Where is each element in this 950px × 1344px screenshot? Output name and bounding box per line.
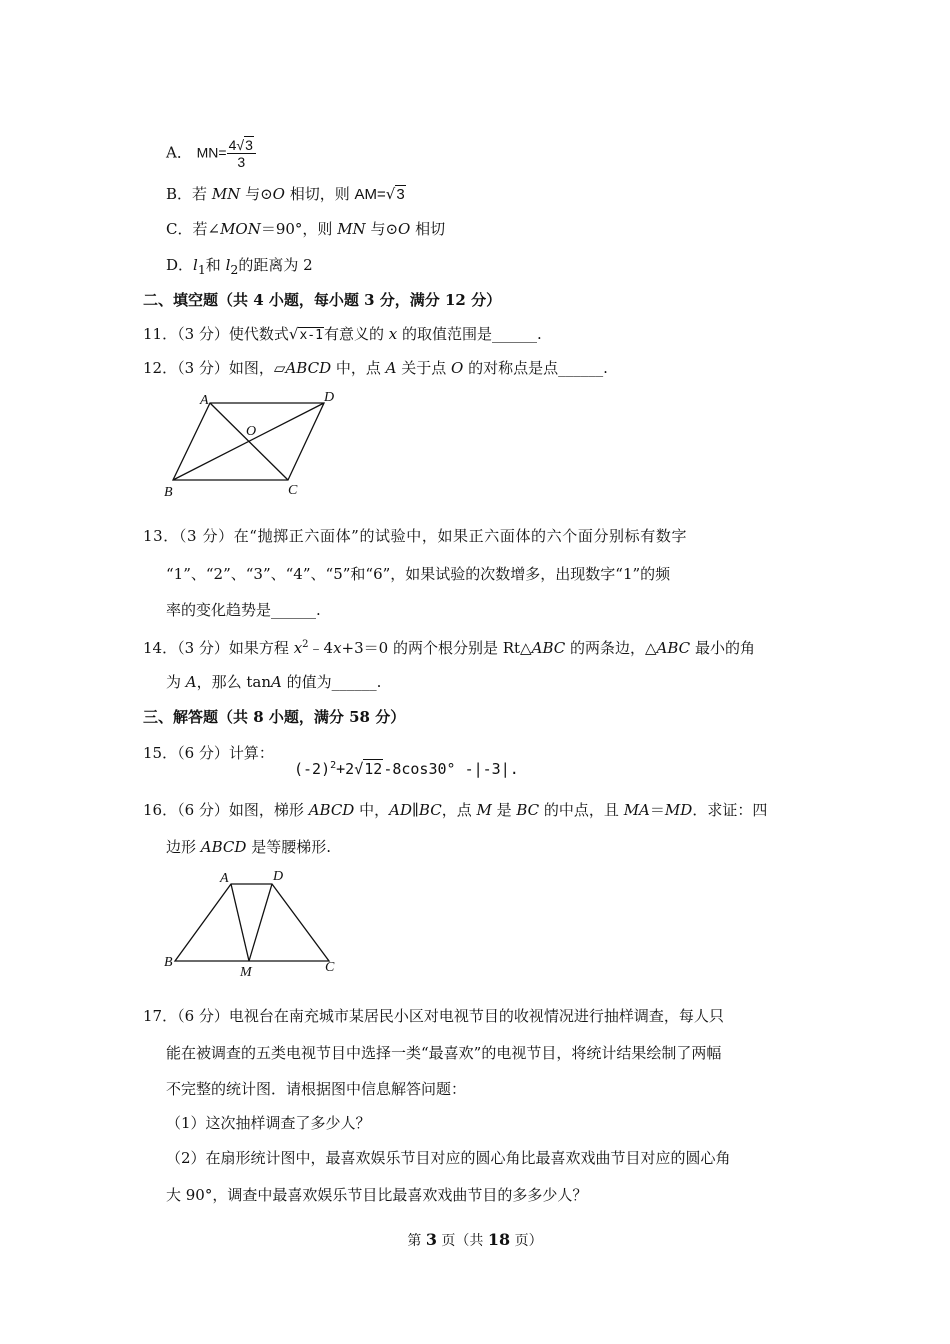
label-D: D xyxy=(324,390,335,405)
option-a-lhs: MN= xyxy=(196,144,227,161)
page-total: 18 xyxy=(487,1230,511,1249)
label-A: A xyxy=(200,393,209,408)
option-d: D．$l_1$和 $l_2$的距离为 2 xyxy=(166,256,313,277)
question-16: 16．（6 分）如图，梯形 ABCD 中，AD∥BC，点 M 是 BC 的中点，且 MA＝MD．求证：四 xyxy=(143,801,768,819)
segment-dm xyxy=(249,884,272,961)
question-17-line-3: 不完整的统计图．请根据图中信息解答问题： xyxy=(166,1080,467,1098)
question-13-line-3: 率的变化趋势是______. xyxy=(166,601,321,619)
parallelogram-figure xyxy=(160,384,350,502)
option-a: A． MN= $\frac{4√3}{3}$ xyxy=(166,137,256,170)
question-15: 15．（6 分）计算： xyxy=(143,744,274,762)
question-13-line-2: “1”、“2”、“3”、“4”、“5”和“6”，如果试验的次数增多，出现数字“1”的频 xyxy=(166,565,671,583)
question-14-line-2: 为 A，那么 tanA 的值为______. xyxy=(166,673,382,691)
option-b: B．若 MN 与⊙O 相切，则 AM=√3 xyxy=(166,185,405,203)
section-2-title: 二、填空题（共 4 小题，每小题 3 分，满分 12 分） xyxy=(143,291,502,309)
question-11: 11．（3 分）使代数式√x-1有意义的 x 的取值范围是______. xyxy=(143,325,542,343)
question-17: 17．（6 分）电视台在南充城市某居民小区对电视节目的收视情况进行抽样调查，每人只 xyxy=(143,1007,724,1025)
label-B: B xyxy=(164,485,173,500)
label-M: M xyxy=(240,965,252,980)
label-D: D xyxy=(273,869,284,884)
option-c: C．若∠MON＝90°，则 MN 与⊙O 相切 xyxy=(166,220,446,238)
label-O: O xyxy=(246,424,257,439)
question-17-line-2: 能在被调查的五类电视节目中选择一类“最喜欢”的电视节目，将统计结果绘制了两幅 xyxy=(166,1044,722,1062)
trapezoid-figure xyxy=(160,865,350,980)
label-A: A xyxy=(220,871,229,886)
page-footer: 第 3 页（共 18 页） xyxy=(407,1230,543,1249)
fraction: $\frac{4√3}{3}$ xyxy=(227,137,256,170)
question-14: 14．（3 分）如果方程 $x^2﹣4x+3=0$ 的两个根分别是 Rt△ABC 的两条边，△ABC 最小的角 xyxy=(143,639,755,657)
section-3-title: 三、解答题（共 8 小题，满分 58 分） xyxy=(143,708,406,726)
question-16-line-2: 边形 ABCD 是等腰梯形. xyxy=(166,838,331,856)
diagonal-bd xyxy=(173,403,324,480)
question-13: 13．（3 分）在“抛掷正六面体”的试验中，如果正六面体的六个面分别标有数字 xyxy=(143,527,688,545)
question-17-sub-2-line-2: 大 90°，调查中最喜欢娱乐节目比最喜欢戏曲节目的多多少人？ xyxy=(166,1186,588,1204)
segment-am xyxy=(231,884,249,961)
question-17-sub-2: （2）在扇形统计图中，最喜欢娱乐节目对应的圆心角比最喜欢戏曲节目对应的圆心角 xyxy=(166,1149,731,1167)
question-17-sub-1: （1）这次抽样调查了多少人？ xyxy=(166,1114,371,1132)
page-number: 3 xyxy=(425,1230,437,1249)
label-C: C xyxy=(288,483,298,498)
label-B: B xyxy=(164,955,173,970)
question-15-expression: $(-2)^2+2√12-8\cos 30^\circ$ -|-3|. xyxy=(294,760,519,778)
label-C: C xyxy=(325,960,335,975)
question-12: 12．（3 分）如图，▱ABCD 中，点 A 关于点 O 的对称点是点______. xyxy=(143,359,608,377)
